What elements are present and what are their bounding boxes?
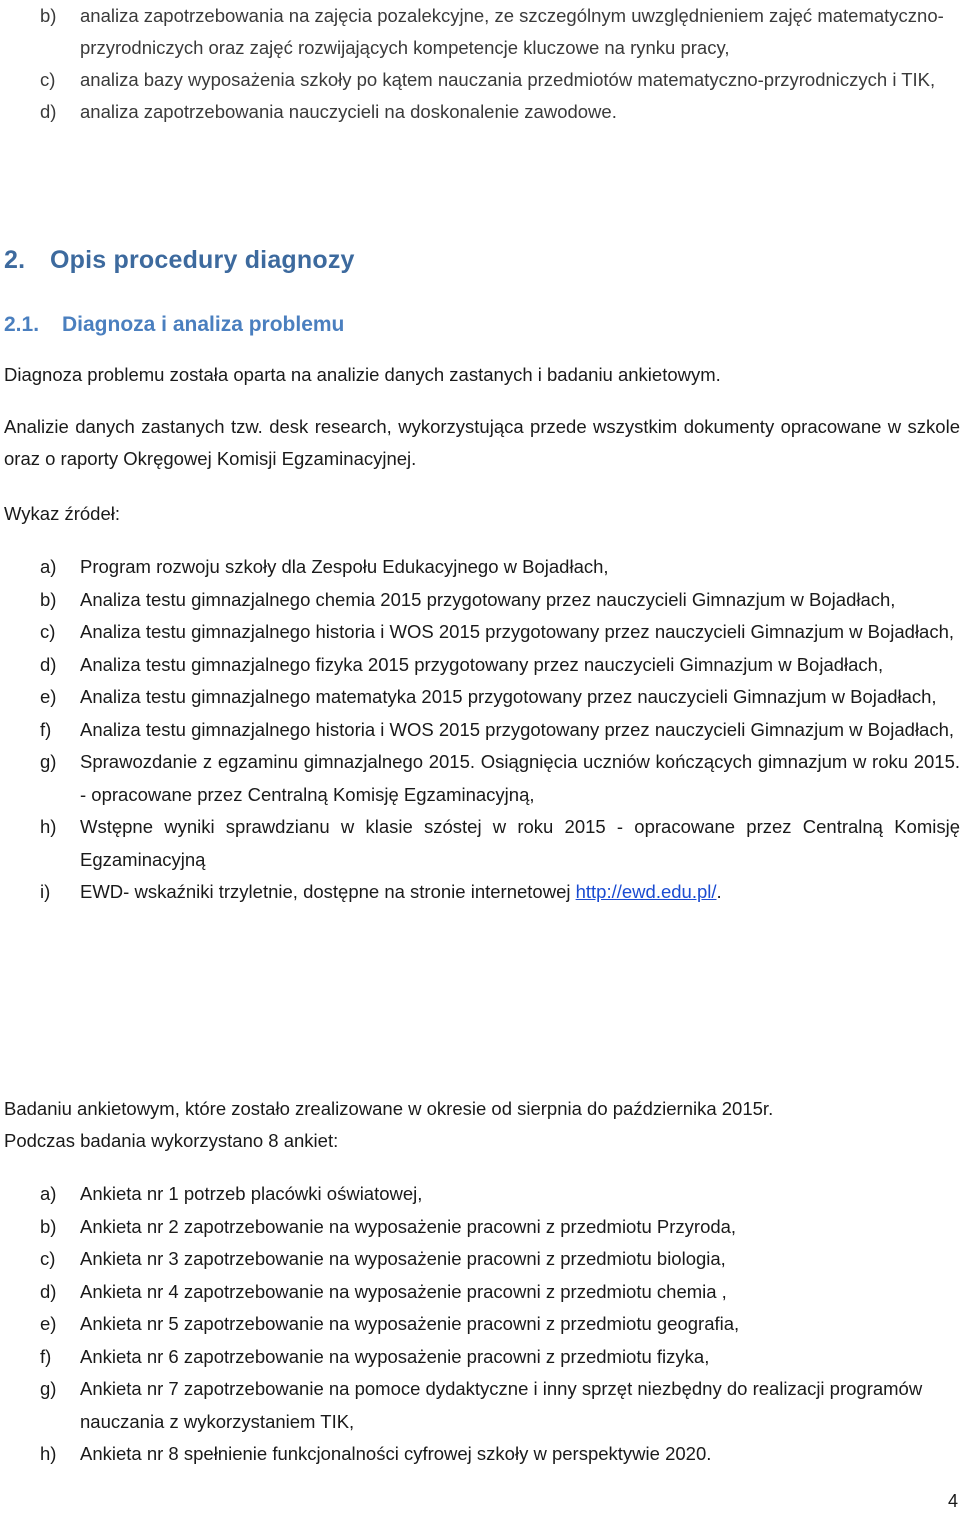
subsection-number: 2.1.	[4, 313, 40, 336]
list-item-text: Analiza testu gimnazjalnego matematyka 2015 przygotowany przez nauczycieli Gimnazjum w Bojadłach,	[80, 686, 937, 707]
list-item-text: analiza zapotrzebowania nauczycieli na doskonalenie zawodowe.	[80, 101, 617, 122]
ewd-link[interactable]: http://ewd.edu.pl/	[575, 881, 717, 902]
list-item-text: analiza bazy wyposażenia szkoły po kątem nauczania przedmiotów matematyczno-przyrodniczych i TIK,	[80, 69, 936, 90]
list-marker: e)	[40, 686, 57, 707]
list-marker: b)	[40, 588, 57, 610]
list-marker: h)	[40, 1443, 57, 1464]
section-title: Opis procedury diagnozy	[50, 246, 355, 274]
list-item-text: Ankieta nr 7 zapotrzebowanie na pomoce dydaktyczne i inny sprzęt niezbędny do realizacji programów nauczania z wykorzystaniem TIK,	[80, 1378, 923, 1432]
list-item-text: Ankieta nr 5 zapotrzebowanie na wyposażenie pracowni z przedmiotu geografia,	[80, 1313, 740, 1334]
list-item-text	[80, 876, 960, 909]
sources-list	[0, 551, 960, 909]
list-marker: d)	[40, 653, 57, 675]
list-item-text: Ankieta nr 4 zapotrzebowanie na wyposażenie pracowni z przedmiotu chemia ,	[80, 1280, 727, 1302]
list-item-text: analiza zapotrzebowania na zajęcia pozalekcyjne, ze szczególnym uwzględnieniem zajęć matematyczno-przyrodniczych oraz zajęć rozwijających kompetencje kluczowe na rynku pracy,	[80, 5, 944, 58]
list-item-text: Analiza testu gimnazjalnego historia i WOS 2015 przygotowany przez nauczycieli Gimnazjum w Bojadłach,	[80, 621, 955, 642]
list-marker: g)	[40, 1378, 57, 1399]
list-marker: f)	[40, 1345, 52, 1367]
objectives-list	[0, 0, 960, 128]
list-item-text: Wstępne wyniki sprawdzianu w klasie szóstej w roku 2015 - opracowane przez Centralną Komisję Egzaminacyjną	[80, 816, 960, 870]
list-item-text: Ankieta nr 6 zapotrzebowanie na wyposażenie pracowni z przedmiotu fizyka,	[80, 1345, 710, 1367]
list-item-text: Ankieta nr 2 zapotrzebowanie na wyposażenie pracowni z przedmiotu Przyroda,	[80, 1215, 737, 1237]
list-marker: a)	[40, 1183, 57, 1204]
paragraph: Podczas badania wykorzystano 8 ankiet:	[4, 1130, 339, 1151]
list-item-text: Analiza testu gimnazjalnego chemia 2015 przygotowany przez nauczycieli Gimnazjum w Bojadłach,	[80, 588, 896, 610]
list-item	[0, 616, 960, 649]
list-item	[0, 714, 960, 747]
list-item	[0, 0, 960, 64]
list-item	[0, 681, 960, 714]
paragraph: Analizie danych zastanych tzw. desk research, wykorzystująca przede wszystkim dokumenty opracowane w szkole oraz o raporty Okręgowej Komisji Egzaminacyjnej.	[4, 416, 960, 469]
list-item	[0, 1438, 960, 1471]
list-marker: f)	[40, 718, 52, 740]
list-item	[0, 584, 960, 617]
list-item-text: Sprawozdanie z egzaminu gimnazjalnego 2015. Osiągnięcia uczniów kończących gimnazjum w roku 2015. - opracowane przez Centralną Komisję Egzaminacyjną,	[80, 751, 960, 805]
page-number: 4	[947, 1491, 958, 1511]
list-marker: d)	[40, 1280, 57, 1302]
list-item	[0, 1211, 960, 1244]
list-item	[0, 1276, 960, 1309]
section-number: 2.	[4, 246, 26, 274]
list-item	[0, 1178, 960, 1211]
list-marker: b)	[40, 5, 57, 26]
list-item-text: Ankieta nr 8 spełnienie funkcjonalności cyfrowej szkoły w perspektywie 2020.	[80, 1443, 712, 1464]
list-marker: h)	[40, 816, 57, 837]
list-marker: g)	[40, 751, 57, 772]
list-marker: i)	[40, 881, 51, 902]
subsection-heading	[4, 309, 344, 341]
surveys-list	[0, 1178, 960, 1471]
paragraph: Wykaz źródeł:	[4, 503, 121, 524]
paragraph: Badaniu ankietowym, które zostało zrealizowane w okresie od sierpnia do października 2015r.	[4, 1098, 774, 1119]
list-item	[0, 876, 960, 909]
source-text-end: .	[716, 881, 722, 902]
list-item-text: Analiza testu gimnazjalnego historia i WOS 2015 przygotowany przez nauczycieli Gimnazjum w Bojadłach,	[80, 718, 955, 740]
source-text: EWD- wskaźniki trzyletnie, dostępne na stronie internetowej	[80, 881, 576, 902]
list-item	[0, 96, 960, 128]
list-marker: d)	[40, 101, 57, 122]
list-item	[0, 64, 960, 96]
list-marker: c)	[40, 621, 56, 642]
list-item	[0, 551, 960, 584]
list-item	[0, 649, 960, 682]
list-item-text: Analiza testu gimnazjalnego fizyka 2015 przygotowany przez nauczycieli Gimnazjum w Bojadłach,	[80, 653, 884, 675]
list-marker: b)	[40, 1215, 57, 1237]
subsection-title: Diagnoza i analiza problemu	[62, 313, 345, 336]
list-item	[0, 1243, 960, 1276]
section-heading	[0, 240, 355, 280]
list-item	[0, 746, 960, 811]
list-item	[0, 1308, 960, 1341]
list-item	[0, 811, 960, 876]
paragraph: Diagnoza problemu została oparta na analizie danych zastanych i badaniu ankietowym.	[4, 364, 721, 385]
list-item	[0, 1341, 960, 1374]
list-marker: c)	[40, 1248, 56, 1269]
list-marker: a)	[40, 556, 57, 577]
list-marker: c)	[40, 69, 56, 90]
list-item	[0, 1373, 960, 1438]
list-item-text: Ankieta nr 1 potrzeb placówki oświatowej,	[80, 1183, 423, 1204]
list-marker: e)	[40, 1313, 57, 1334]
list-item-text: Program rozwoju szkoły dla Zespołu Edukacyjnego w Bojadłach,	[80, 556, 609, 577]
list-item-text: Ankieta nr 3 zapotrzebowanie na wyposażenie pracowni z przedmiotu biologia,	[80, 1248, 726, 1269]
